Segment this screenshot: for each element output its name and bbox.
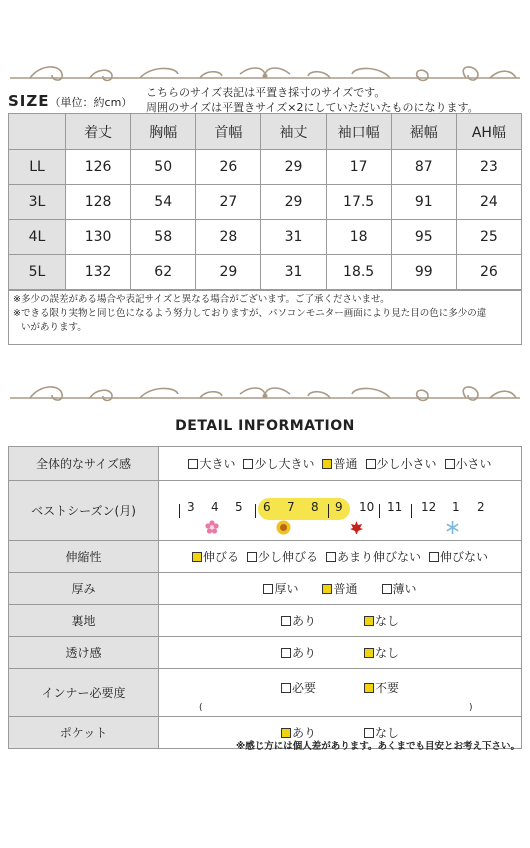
checkbox-unchecked: [429, 552, 439, 562]
month-label: 2: [477, 499, 485, 514]
cherry-blossom-icon: [205, 520, 219, 534]
size-cell: 26: [196, 150, 261, 185]
detail-section-title: DETAIL INFORMATION: [175, 418, 355, 434]
size-cell: 31: [261, 220, 326, 255]
sunflower-icon: [276, 520, 291, 535]
option-item: [364, 644, 399, 661]
month-label: 9: [335, 499, 343, 514]
size-cell: 31: [261, 255, 326, 290]
size-header-cell: 裾幅: [391, 114, 456, 150]
size-table-corner: [9, 114, 66, 150]
option-label: 不要: [375, 681, 400, 695]
size-cell: 132: [66, 255, 131, 290]
size-cell: 29: [261, 150, 326, 185]
detail-row-thickness: [9, 573, 522, 605]
size-cell: 91: [391, 185, 456, 220]
option-label: 小さい: [455, 457, 492, 471]
size-cell: 17: [326, 150, 391, 185]
size-cell: 87: [391, 150, 456, 185]
detail-footnote: ※感じ方には個人差があります。あくまでも目安とお考え下さい。: [236, 741, 520, 752]
option-item: [364, 679, 399, 696]
size-cell: 25: [456, 220, 521, 255]
option-label: 少し伸びる: [257, 550, 318, 564]
option-label: なし: [375, 726, 400, 740]
checkbox-checked: [364, 648, 374, 658]
size-header-cell: 袖口幅: [326, 114, 391, 150]
detail-row-inner: [9, 669, 522, 717]
month-label: 8: [311, 499, 319, 514]
option-item: [192, 548, 239, 565]
option-label: 少し大きい: [254, 457, 315, 471]
disclaimer-line: ※多少の誤差がある場合や表記サイズと異なる場合がございます。ご了承くださいませ。: [13, 294, 390, 305]
month-label: 3: [187, 499, 195, 514]
option-item: [322, 580, 357, 597]
disclaimer-line: いがあります。: [21, 322, 87, 333]
inner-paren-close: ): [469, 703, 473, 713]
option-label: なし: [375, 614, 400, 628]
size-cell: 54: [131, 185, 196, 220]
option-item: [281, 644, 316, 661]
size-header-cell: 着丈: [66, 114, 131, 150]
size-header-cell: 袖丈: [261, 114, 326, 150]
month-label: 1: [452, 499, 460, 514]
option-label: 大きい: [199, 457, 236, 471]
option-label: あり: [291, 726, 316, 740]
month-label: 12: [421, 499, 437, 514]
size-cell: 126: [66, 150, 131, 185]
size-cell: 95: [391, 220, 456, 255]
month-label: 11: [387, 499, 403, 514]
size-cell: 50: [131, 150, 196, 185]
option-item: [364, 612, 399, 629]
checkbox-unchecked: [364, 728, 374, 738]
size-cell: 128: [66, 185, 131, 220]
checkbox-checked: [364, 616, 374, 626]
size-cell: 62: [131, 255, 196, 290]
size-title-text: SIZE: [8, 92, 50, 110]
checkbox-unchecked: [281, 683, 291, 693]
detail-options: [159, 605, 522, 637]
option-label: 少し小さい: [376, 457, 437, 471]
month-separator: [328, 504, 329, 518]
size-cell: 18.5: [326, 255, 391, 290]
size-cell: 17.5: [326, 185, 391, 220]
detail-label: ベストシーズン(月): [9, 481, 159, 541]
size-cell: 26: [456, 255, 521, 290]
option-item: [247, 548, 318, 565]
size-table: [8, 113, 522, 290]
option-label: 必要: [291, 681, 316, 695]
size-header-cell: 胸幅: [131, 114, 196, 150]
month-label: 7: [287, 499, 295, 514]
checkbox-unchecked: [263, 584, 273, 594]
checkbox-checked: [364, 683, 374, 693]
checkbox-checked: [192, 552, 202, 562]
size-row-label: 5L: [9, 255, 66, 290]
size-table-row: [9, 255, 522, 290]
month-label: 6: [263, 499, 271, 514]
size-row-label: 4L: [9, 220, 66, 255]
season-cell: [159, 481, 522, 541]
size-cell: 29: [196, 255, 261, 290]
size-cell: 99: [391, 255, 456, 290]
option-item: [382, 580, 417, 597]
month-separator: [179, 504, 180, 518]
detail-row-stretch: [9, 541, 522, 573]
option-item: [281, 679, 316, 696]
size-cell: 18: [326, 220, 391, 255]
size-table-row: [9, 220, 522, 255]
size-header-cell: 首幅: [196, 114, 261, 150]
size-note-line2: 周囲のサイズは平置きサイズ×2にしていただいたものになります。: [146, 101, 479, 114]
option-label: あり: [291, 646, 316, 660]
month-separator: [411, 504, 412, 518]
checkbox-unchecked: [326, 552, 336, 562]
option-label: 伸びる: [202, 550, 239, 564]
option-item: [263, 580, 298, 597]
size-table-header-row: [9, 114, 522, 150]
detail-label: 伸縮性: [9, 541, 159, 573]
size-note-line1: こちらのサイズ表記は平置き採寸のサイズです。: [146, 86, 386, 99]
checkbox-unchecked: [382, 584, 392, 594]
size-unit-text: （単位：約cm）: [49, 96, 133, 109]
size-cell: 58: [131, 220, 196, 255]
detail-label: 全体的なサイズ感: [9, 447, 159, 481]
detail-label: ポケット: [9, 717, 159, 749]
detail-options: [159, 637, 522, 669]
detail-label: インナー必要度: [9, 669, 159, 717]
ornament-divider-middle: [0, 380, 530, 408]
detail-label: 厚み: [9, 573, 159, 605]
option-label: 普通: [333, 457, 358, 471]
size-row-label: 3L: [9, 185, 66, 220]
month-separator: [379, 504, 380, 518]
option-item: [429, 548, 488, 565]
inner-paren-open: (: [199, 703, 203, 713]
month-label: 5: [235, 499, 243, 514]
size-cell: 28: [196, 220, 261, 255]
detail-label: 透け感: [9, 637, 159, 669]
snowflake-icon: [445, 520, 460, 535]
checkbox-unchecked: [281, 616, 291, 626]
option-label: あり: [291, 614, 316, 628]
month-label: 10: [359, 499, 375, 514]
checkbox-checked: [281, 728, 291, 738]
checkbox-checked: [322, 584, 332, 594]
option-item: [281, 612, 316, 629]
checkbox-unchecked: [247, 552, 257, 562]
detail-table: [8, 446, 522, 749]
maple-leaf-icon: [349, 520, 364, 535]
option-label: あまり伸びない: [337, 550, 422, 564]
size-section-title: [8, 92, 132, 110]
detail-row-season: [9, 481, 522, 541]
option-label: 厚い: [274, 582, 299, 596]
size-row-label: LL: [9, 150, 66, 185]
size-table-row: [9, 185, 522, 220]
option-label: 伸びない: [440, 550, 489, 564]
size-disclaimer-box: [8, 290, 522, 345]
size-cell: 29: [261, 185, 326, 220]
size-cell: 24: [456, 185, 521, 220]
detail-row-lining: [9, 605, 522, 637]
size-cell: 23: [456, 150, 521, 185]
size-header-cell: AH幅: [456, 114, 521, 150]
detail-label: 裏地: [9, 605, 159, 637]
month-separator: [255, 504, 256, 518]
size-table-row: [9, 150, 522, 185]
detail-options: [159, 573, 522, 605]
size-cell: 27: [196, 185, 261, 220]
month-label: 4: [211, 499, 219, 514]
disclaimer-line: ※できる限り実物と同じ色になるよう努力しておりますが、パソコンモニター画面により見た目の色に多少の違: [13, 308, 487, 319]
option-label: 普通: [333, 582, 358, 596]
detail-options: [159, 669, 522, 717]
option-label: なし: [375, 646, 400, 660]
option-item: [326, 548, 421, 565]
checkbox-unchecked: [281, 648, 291, 658]
size-cell: 130: [66, 220, 131, 255]
option-label: 薄い: [392, 582, 417, 596]
detail-options: [159, 541, 522, 573]
detail-row-sheer: [9, 637, 522, 669]
